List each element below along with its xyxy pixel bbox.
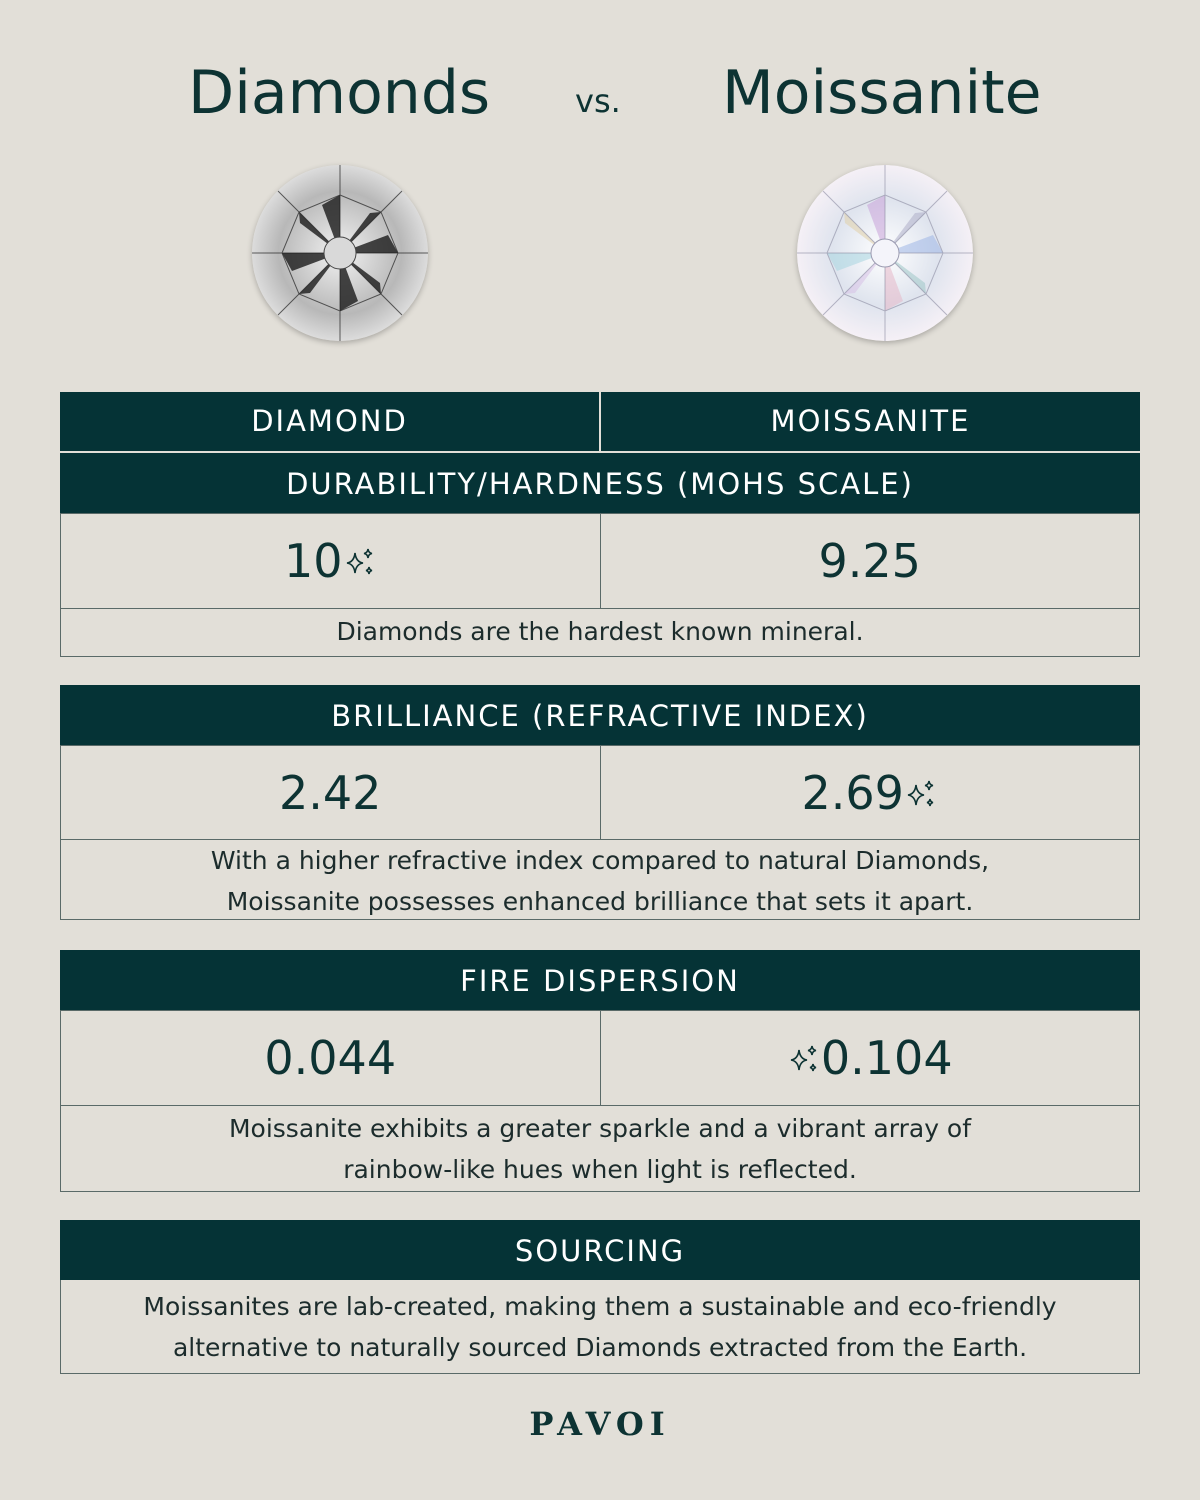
- note-line: Moissanite exhibits a greater sparkle and a vibrant array of: [228, 1114, 972, 1143]
- note-line: alternative to naturally sourced Diamonds extracted from the Earth.: [172, 1333, 1028, 1362]
- diamond-value: 0.044: [264, 1031, 397, 1085]
- sparkle-icon: [343, 538, 377, 572]
- note-line: Diamonds are the hardest known mineral.: [336, 617, 864, 646]
- note-line: With a higher refractive index compared to natural Diamonds,: [210, 846, 990, 875]
- moissanite-value: 2.69: [801, 765, 904, 820]
- column-header-row: [60, 392, 1140, 451]
- title-left: Diamonds: [188, 58, 491, 128]
- column-moissanite: MOISSANITE: [601, 392, 1140, 451]
- brand-logo: PAVOI: [529, 1405, 671, 1443]
- title-right: Moissanite: [722, 58, 1042, 128]
- section-sourcing: [60, 1220, 1140, 1374]
- moissanite-value: 0.104: [820, 1031, 953, 1085]
- moissanite-value-cell: [601, 745, 1141, 840]
- section-note: [60, 1106, 1140, 1192]
- diamond-value-cell: [60, 513, 601, 609]
- section-title: DURABILITY/HARDNESS (MOHS SCALE): [60, 453, 1140, 513]
- sparkle-icon: [904, 770, 938, 804]
- sparkle-icon: [787, 1035, 821, 1069]
- column-diamond: DIAMOND: [60, 392, 601, 451]
- section-brilliance: [60, 685, 1140, 920]
- section-title: BRILLIANCE (REFRACTIVE INDEX): [60, 685, 1140, 745]
- section-note: [60, 609, 1140, 657]
- moissanite-image: [797, 165, 973, 341]
- diamond-value: 2.42: [279, 765, 382, 820]
- section-title: SOURCING: [60, 1220, 1140, 1280]
- note-line: Moissanite possesses enhanced brilliance that sets it apart.: [226, 887, 974, 916]
- section-title: FIRE DISPERSION: [60, 950, 1140, 1010]
- moissanite-value-cell: [601, 1010, 1141, 1106]
- diamond-value: 10: [283, 534, 343, 588]
- section-note: [60, 840, 1140, 920]
- diamond-value-cell: [60, 1010, 601, 1106]
- diamond-image: [252, 165, 428, 341]
- moissanite-value-cell: [601, 513, 1141, 609]
- section-durability: [60, 453, 1140, 657]
- section-note: [60, 1280, 1140, 1374]
- note-line: Moissanites are lab-created, making them a sustainable and eco-friendly: [143, 1292, 1057, 1321]
- section-fire-dispersion: [60, 950, 1140, 1192]
- note-line: rainbow-like hues when light is reflected.: [343, 1155, 857, 1184]
- vs-label: vs.: [575, 82, 621, 120]
- diamond-value-cell: [60, 745, 601, 840]
- moissanite-value: 9.25: [818, 534, 921, 588]
